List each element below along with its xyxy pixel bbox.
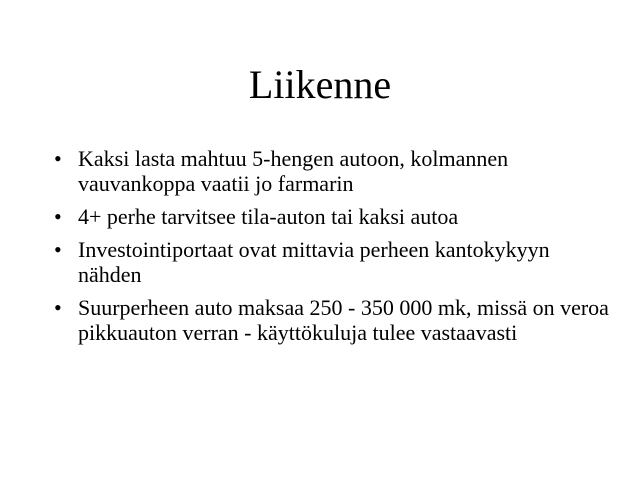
bullet-text: Suurperheen auto maksaa 250 - 350 000 mk, missä on veroa pikkuauton verran - käyttökuluja tulee vastaavasti (78, 295, 609, 345)
slide-title: Liikenne (248, 62, 392, 107)
bullet-text: Investointiportaat ovat mittavia perheen kantokykyyn nähden (78, 237, 550, 287)
bullet-text: 4+ perhe tarvitsee tila-auton tai kaksi autoa (78, 204, 459, 229)
bullet-text: Kaksi lasta mahtuu 5-hengen autoon, kolmannen vauvankoppa vaatii jo farmarin (78, 146, 509, 196)
bullet-dot-icon: • (54, 204, 62, 229)
bullet-list (52, 146, 612, 353)
bullet-dot-icon: • (54, 146, 62, 171)
bullet-item (52, 237, 612, 287)
bullet-item (52, 204, 612, 229)
bullet-item (52, 295, 612, 345)
bullet-dot-icon: • (54, 295, 62, 320)
bullet-dot-icon: • (54, 237, 62, 262)
bullet-item (52, 146, 612, 196)
